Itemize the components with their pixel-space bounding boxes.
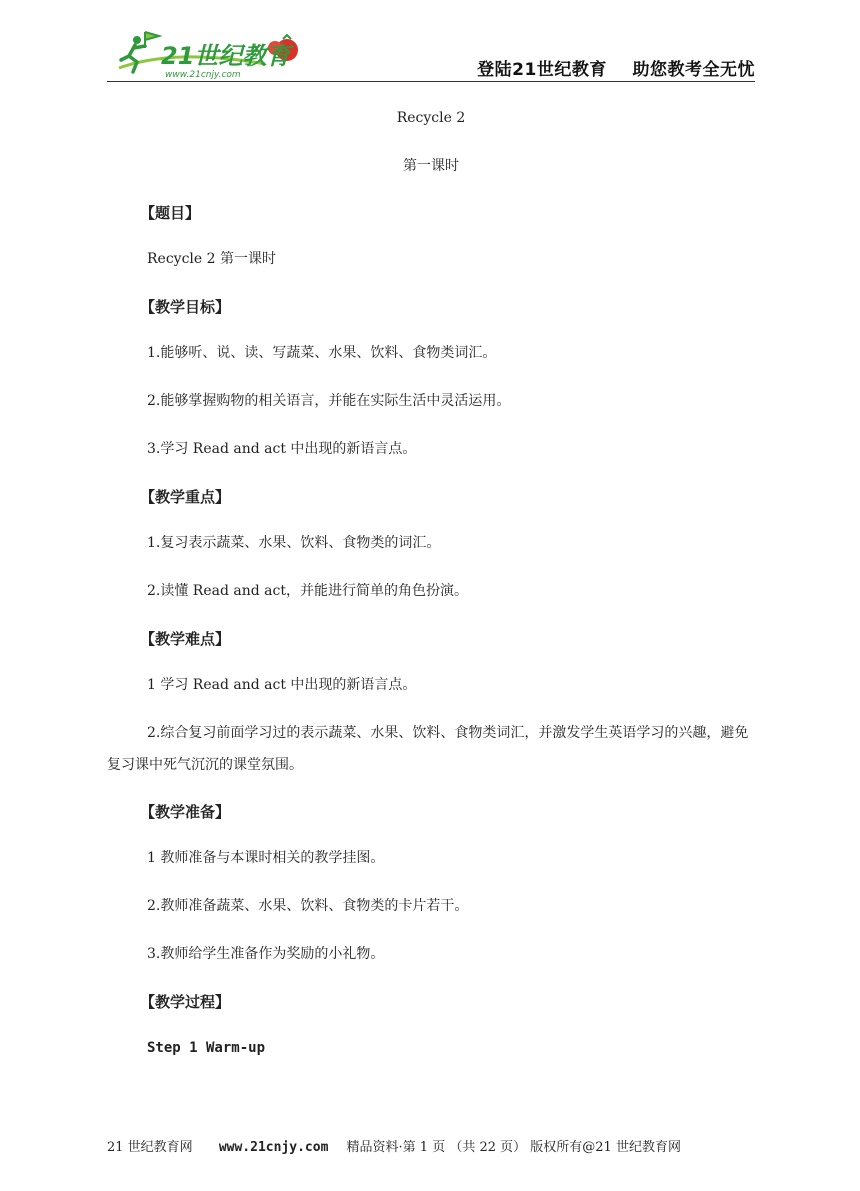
objective-item: 2.能够掌握购物的相关语言，并能在实际生活中灵活运用。	[147, 393, 511, 409]
step-heading: Step 1 Warm-up	[147, 1040, 266, 1056]
footer-url-link[interactable]: www.21cnjy.com	[218, 1140, 329, 1155]
document-body	[107, 108, 755, 1059]
section-heading-difficulties: 【教学难点】	[140, 630, 231, 648]
logo-url-text: www.21cnjy.com	[165, 70, 241, 80]
objective-item: 1.能够听、说、读、写蔬菜、水果、饮料、食物类词汇。	[147, 345, 497, 361]
topic-line: Recycle 2 第一课时	[147, 251, 276, 267]
difficulty-item: 2.综合复习前面学习过的表示蔬菜、水果、饮料、食物类词汇，并激发学生英语学习的兴趣，避免复习课中死气沉沉的课堂氛围。	[107, 725, 749, 773]
preparation-item: 1 教师准备与本课时相关的教学挂图。	[147, 850, 385, 866]
footer-site-name: 21 世纪教育网	[107, 1140, 193, 1155]
logo-graphic	[115, 28, 315, 80]
header-slogan: 登陆21世纪教育 助您教考全无忧	[477, 60, 755, 80]
key-point-item: 2.读懂 Read and act，并能进行简单的角色扮演。	[147, 583, 468, 599]
page-header	[107, 28, 755, 82]
objective-item: 3.学习 Read and act 中出现的新语言点。	[147, 441, 417, 457]
preparation-item: 2.教师准备蔬菜、水果、饮料、食物类的卡片若干。	[147, 898, 469, 914]
difficulty-item: 1 学习 Read and act 中出现的新语言点。	[147, 677, 417, 693]
header-divider	[107, 81, 755, 82]
site-logo[interactable]	[115, 28, 315, 80]
preparation-item: 3.教师给学生准备作为奖励的小礼物。	[147, 946, 385, 962]
section-heading-preparation: 【教学准备】	[140, 803, 231, 821]
doc-subtitle: 第一课时	[403, 158, 459, 174]
section-heading-objectives: 【教学目标】	[140, 298, 231, 316]
logo-text: 21世纪教育	[161, 42, 291, 70]
section-heading-topic: 【题目】	[140, 204, 201, 222]
section-heading-key-points: 【教学重点】	[140, 488, 231, 506]
footer-page-info: 精品资料·第 1 页 （共 22 页） 版权所有@21 世纪教育网	[346, 1140, 681, 1155]
doc-title: Recycle 2	[396, 110, 466, 126]
section-heading-process: 【教学过程】	[140, 993, 231, 1011]
page-footer	[107, 1138, 755, 1158]
key-point-item: 1.复习表示蔬菜、水果、饮料、食物类的词汇。	[147, 535, 441, 551]
